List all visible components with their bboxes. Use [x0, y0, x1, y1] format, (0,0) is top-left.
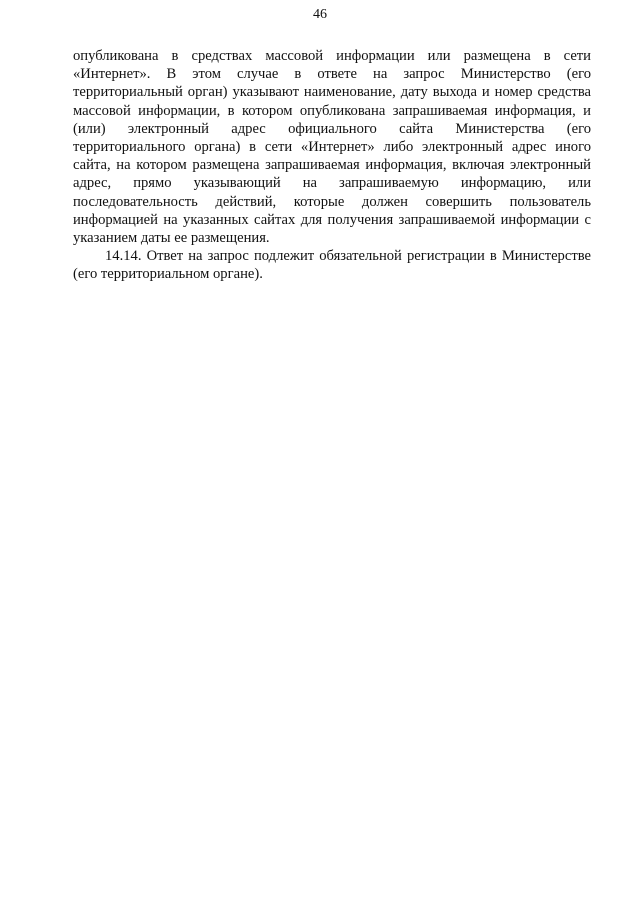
paragraph-14-14: 14.14. Ответ на запрос подлежит обязательной регистрации в Министерстве (его территориальном органе).: [73, 248, 591, 283]
document-body: [73, 47, 591, 284]
paragraph-continuation: опубликована в средствах массовой информации или размещена в сети «Интернет». В этом случае в ответе на запрос Министерство (его территориальный орган) указывают наименование, дату выхода и номер средства массовой информации, в котором опубликована запрашиваемая информация, и (или) электронный адрес официального сайта Министерства (его территориального органа) в сети «Интернет» либо электронный адрес иного сайта, на котором размещена запрашиваемая информация, включая электронный адрес, прямо указывающий на запрашиваемую информацию, или последовательность действий, которые должен совершить пользователь информацией на указанных сайтах для получения запрашиваемой информации с указанием даты ее размещения.: [73, 48, 591, 247]
page-number: 46: [313, 7, 327, 22]
